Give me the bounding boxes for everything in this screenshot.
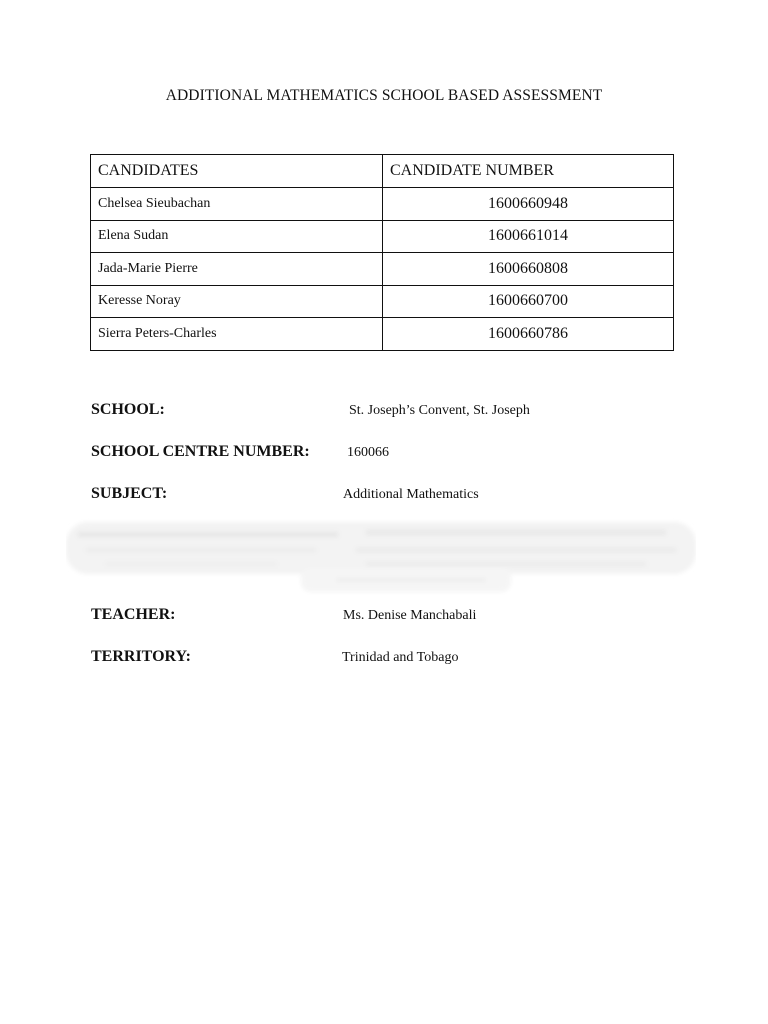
document-title: ADDITIONAL MATHEMATICS SCHOOL BASED ASSESSMENT: [165, 87, 603, 104]
candidate-number: 1600660700: [383, 285, 674, 318]
teacher-label: TEACHER:: [91, 606, 176, 623]
candidate-number: 1600660808: [383, 253, 674, 286]
territory-value: Trinidad and Tobago: [342, 650, 459, 665]
table-row: [91, 318, 674, 351]
candidate-number: 1600660948: [383, 188, 674, 221]
teacher-value: Ms. Denise Manchabali: [343, 608, 477, 623]
candidate-name: Chelsea Sieubachan: [91, 188, 383, 221]
candidate-number: 1600660786: [383, 318, 674, 351]
candidate-name: Elena Sudan: [91, 220, 383, 253]
candidate-number: 1600661014: [383, 220, 674, 253]
header-candidates: CANDIDATES: [91, 155, 383, 188]
candidate-name: Sierra Peters-Charles: [91, 318, 383, 351]
candidate-name: Keresse Noray: [91, 285, 383, 318]
candidate-name: Jada-Marie Pierre: [91, 253, 383, 286]
candidates-table: [90, 154, 674, 351]
header-candidate-number: CANDIDATE NUMBER: [383, 155, 674, 188]
school-centre-number-label: SCHOOL CENTRE NUMBER:: [91, 443, 310, 460]
school-label: SCHOOL:: [91, 401, 165, 418]
table-row: [91, 253, 674, 286]
table-row: [91, 188, 674, 221]
subject-label: SUBJECT:: [91, 485, 168, 502]
table-header-row: [91, 155, 674, 188]
school-centre-number-value: 160066: [347, 445, 389, 460]
subject-value: Additional Mathematics: [343, 487, 479, 502]
table-row: [91, 285, 674, 318]
territory-label: TERRITORY:: [91, 648, 191, 665]
school-value: St. Joseph’s Convent, St. Joseph: [349, 403, 530, 418]
table-row: [91, 220, 674, 253]
redacted-area: [66, 518, 696, 596]
